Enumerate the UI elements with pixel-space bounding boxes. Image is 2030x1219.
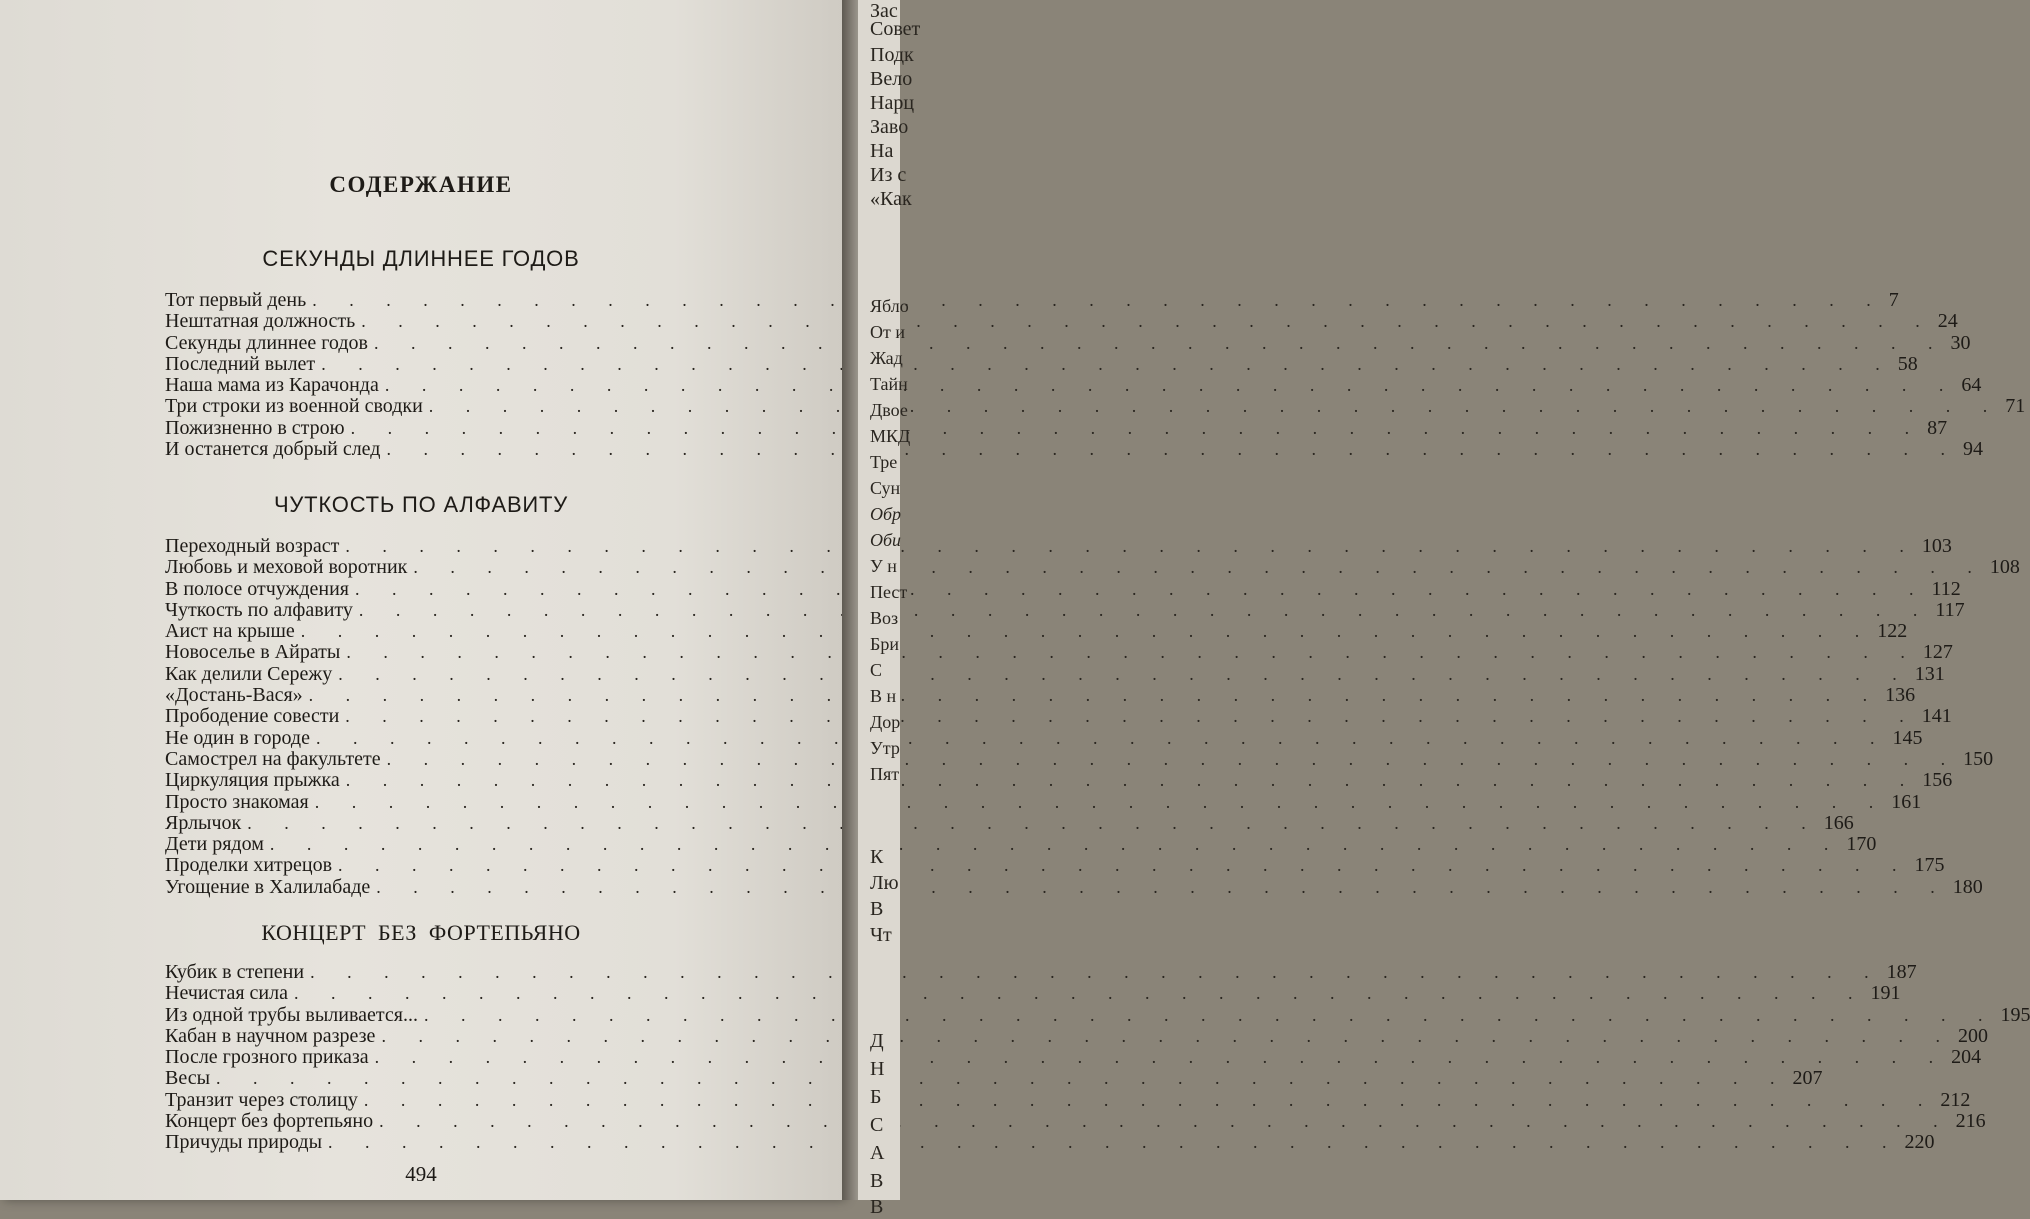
entry-title: Тот первый день: [165, 289, 307, 311]
adjacent-page-fragment: Зас: [870, 0, 898, 22]
dot-leader: [387, 749, 1960, 770]
entry-title: Новоселье в Айраты: [165, 641, 341, 664]
entry-title: Причуды природы: [165, 1131, 323, 1154]
entry-page-number: 170: [1846, 833, 1877, 856]
entry-title: Угощение в Халилабаде: [165, 875, 371, 898]
entry-page-number: 87: [1927, 416, 1948, 439]
adjacent-page-fragment: На: [870, 140, 894, 162]
entry-page-number: 166: [1823, 811, 1854, 834]
toc-entry: [165, 854, 1945, 877]
adjacent-page-fragment: Жад: [870, 348, 903, 368]
entry-page-number: 161: [1891, 790, 1922, 813]
entry-title: Ярлычок: [165, 811, 242, 834]
entry-title: И останется добрый след: [165, 438, 381, 461]
entry-page-number: 220: [1904, 1131, 1935, 1154]
dot-leader: [316, 728, 1889, 749]
book-gutter: [842, 0, 858, 1200]
entry-title: Кубик в степени: [165, 961, 305, 983]
adjacent-page: [858, 0, 921, 1218]
adjacent-page-fragment: Обр: [870, 504, 902, 524]
adjacent-page-fragment: Тре: [870, 452, 898, 472]
dot-leader: [301, 621, 1874, 642]
adjacent-page-fragment: Пят: [870, 764, 900, 784]
adjacent-page-fragment: У н: [870, 556, 897, 576]
dot-leader: [385, 375, 1958, 396]
dot-leader: [216, 1068, 1789, 1089]
toc-entry: [165, 982, 1901, 1005]
toc-entry: [165, 1046, 1982, 1069]
entry-title: «Достань-Вася»: [165, 684, 303, 707]
adjacent-page-fragment: Нарц: [870, 92, 915, 114]
entry-page-number: 216: [1955, 1110, 1986, 1133]
toc-entry: [165, 790, 1922, 813]
adjacent-page-fragment: Дор: [870, 712, 901, 732]
entry-title: Прободение совести: [165, 705, 340, 728]
entry-title: Три строки из военной сводки: [165, 395, 423, 418]
adjacent-page-fragment: Лю: [870, 872, 899, 894]
dot-leader: [309, 685, 1882, 706]
entry-page-number: 136: [1885, 684, 1916, 707]
adjacent-page-fragment: Из с: [870, 164, 907, 186]
adjacent-page-fragment: Ябло: [870, 296, 909, 316]
toc-entry: [165, 961, 1917, 983]
entry-page-number: 156: [1922, 769, 1953, 792]
dot-leader: [386, 439, 1959, 460]
section-title-1: СЕКУНДЫ ДЛИННЕЕ ГОДОВ: [262, 246, 580, 271]
entry-page-number: 207: [1792, 1067, 1823, 1090]
entry-title: Весы: [165, 1067, 211, 1090]
dot-leader: [247, 813, 1820, 834]
entry-title: Пожизненно в строю: [165, 416, 345, 439]
dot-leader: [312, 290, 1885, 311]
entry-title: Секунды длиннее годов: [165, 331, 368, 354]
entry-title: Транзит через столицу: [165, 1088, 358, 1111]
entry-title: Дети рядом: [165, 833, 264, 856]
toc-entry: [165, 438, 1983, 461]
toc-entry: [165, 1067, 1823, 1090]
entry-title: Как делили Сережу: [165, 662, 333, 685]
entry-title: Последний вылет: [165, 352, 316, 375]
toc-entry: [165, 662, 1945, 685]
entry-title: Нечистая сила: [165, 982, 288, 1005]
entry-page-number: 71: [2005, 395, 2026, 418]
adjacent-page-fragment: В: [870, 1170, 884, 1192]
adjacent-page-fragment: В: [870, 898, 884, 920]
dot-leader: [351, 418, 1924, 439]
toc-entry: [165, 620, 1908, 643]
entry-title: Переходный возраст: [165, 535, 340, 557]
entry-title: После грозного приказа: [165, 1046, 369, 1069]
entry-title: Концерт без фортепьяно: [165, 1110, 374, 1133]
dot-leader: [364, 1090, 1937, 1111]
adjacent-page-fragment: «Как: [870, 188, 912, 210]
entry-title: Наша мама из Карачонда: [165, 374, 379, 397]
adjacent-page-fragment: Утр: [870, 738, 900, 758]
entry-page-number: 112: [1931, 577, 1961, 600]
entry-title: Из одной трубы выливается...: [165, 1003, 418, 1026]
entry-page-number: 24: [1937, 310, 1958, 333]
entry-page-number: 64: [1961, 374, 1982, 397]
adjacent-page-fragment: Бри: [870, 634, 899, 654]
entry-title: Самострел на факультете: [165, 747, 381, 770]
adjacent-page-fragment: Чт: [870, 924, 892, 946]
toc-entry: [165, 1088, 1971, 1111]
adjacent-page-fragment: От и: [870, 322, 905, 342]
adjacent-page-fragment: Заво: [870, 116, 909, 138]
dot-leader: [270, 834, 1843, 855]
toc-title: СОДЕРЖАНИЕ: [329, 172, 513, 197]
entry-page-number: 191: [1870, 982, 1901, 1005]
entry-page-number: 30: [1950, 331, 1971, 354]
adjacent-page-fragment: Оби: [870, 530, 902, 550]
entry-title: В полосе отчуждения: [165, 577, 350, 600]
adjacent-page-fragment: МКД: [870, 426, 911, 446]
dot-leader: [345, 706, 1918, 727]
dot-leader: [346, 642, 1919, 663]
adjacent-page-fragment: Н: [870, 1058, 885, 1080]
entry-page-number: 7: [1888, 289, 1899, 311]
toc-entry: [165, 1110, 1986, 1133]
dot-leader: [374, 333, 1947, 354]
toc-entry: [165, 833, 1877, 856]
entry-page-number: 195: [2000, 1003, 2030, 1026]
entry-page-number: 175: [1914, 854, 1945, 877]
adjacent-page-fragment: К: [870, 846, 884, 868]
toc-entry: [165, 1003, 2030, 1026]
entry-page-number: 117: [1935, 598, 1965, 621]
section-title-3: КОНЦЕРТ БЕЗ ФОРТЕПЬЯНО: [261, 920, 581, 945]
entry-title: Проделки хитрецов: [165, 854, 333, 877]
toc-entry: [165, 811, 1854, 834]
entry-title: Кабан в научном разрезе: [165, 1024, 376, 1047]
entry-title: Циркуляция прыжка: [165, 769, 340, 792]
entry-page-number: 204: [1951, 1046, 1982, 1069]
dot-leader: [338, 664, 1911, 685]
dot-leader: [338, 855, 1911, 876]
dot-leader: [424, 1005, 1997, 1026]
entry-page-number: 122: [1877, 620, 1908, 643]
entry-page-number: 212: [1940, 1088, 1971, 1111]
adjacent-page-fragment: Б: [870, 1086, 882, 1108]
adjacent-page-fragment: Тайн: [870, 374, 908, 394]
entry-page-number: 103: [1921, 535, 1952, 557]
adjacent-page-fragment: Подк: [870, 44, 914, 66]
toc-entry: [165, 1131, 1935, 1154]
dot-leader: [375, 1047, 1948, 1068]
dot-leader: [359, 600, 1932, 621]
entry-title: Любовь и меховой воротник: [165, 556, 408, 579]
section-title-2: ЧУТКОСТЬ ПО АЛФАВИТУ: [273, 492, 569, 517]
adjacent-page-fragment: Двое: [870, 400, 908, 420]
page-number: 494: [405, 1162, 437, 1186]
adjacent-page-fragment: Д: [870, 1030, 884, 1052]
entry-title: Нештатная должность: [165, 310, 356, 333]
entry-title: Чуткость по алфавиту: [165, 598, 353, 621]
dot-leader: [346, 770, 1919, 791]
entry-page-number: 131: [1914, 662, 1945, 685]
entry-title: Не один в городе: [165, 726, 310, 749]
entry-page-number: 127: [1922, 641, 1953, 664]
dot-leader: [429, 396, 2002, 417]
dot-leader: [355, 579, 1928, 600]
entry-page-number: 150: [1963, 747, 1994, 770]
adjacent-page-fragment: С: [870, 660, 883, 680]
toc-entry: [165, 1024, 1988, 1047]
dot-leader: [315, 792, 1888, 813]
adjacent-page-fragment: В: [870, 1196, 884, 1218]
dot-leader: [345, 536, 1918, 557]
entry-title: Просто знакомая: [165, 790, 309, 813]
dot-leader: [294, 983, 1867, 1004]
entry-title: Аист на крыше: [165, 620, 295, 643]
entry-page-number: 187: [1886, 961, 1917, 983]
dot-leader: [381, 1026, 1954, 1047]
section-3-entries: [165, 961, 2030, 1154]
entry-page-number: 180: [1952, 875, 1983, 898]
dot-leader: [310, 962, 1883, 983]
dot-leader: [379, 1111, 1952, 1132]
adjacent-page-fragment: С: [870, 1114, 884, 1136]
adjacent-page-fragment: Пест: [870, 582, 908, 602]
entry-page-number: 141: [1921, 705, 1952, 728]
adjacent-page-fragment: В н: [870, 686, 897, 706]
entry-page-number: 108: [1989, 556, 2020, 579]
entry-page-number: 200: [1957, 1024, 1988, 1047]
adjacent-page-fragment: Сун: [870, 478, 901, 498]
dot-leader: [328, 1132, 1901, 1153]
dot-leader: [321, 354, 1894, 375]
adjacent-page-fragment: Вело: [870, 68, 913, 90]
adjacent-page-fragment: Воз: [870, 608, 899, 628]
adjacent-page-fragment: А: [870, 1142, 885, 1164]
entry-page-number: 145: [1892, 726, 1923, 749]
dot-leader: [413, 557, 1986, 578]
entry-page-number: 94: [1962, 438, 1983, 461]
adjacent-page-fragment: Совет: [870, 18, 921, 40]
dot-leader: [361, 311, 1934, 332]
dot-leader: [376, 877, 1949, 898]
entry-page-number: 58: [1897, 352, 1918, 375]
